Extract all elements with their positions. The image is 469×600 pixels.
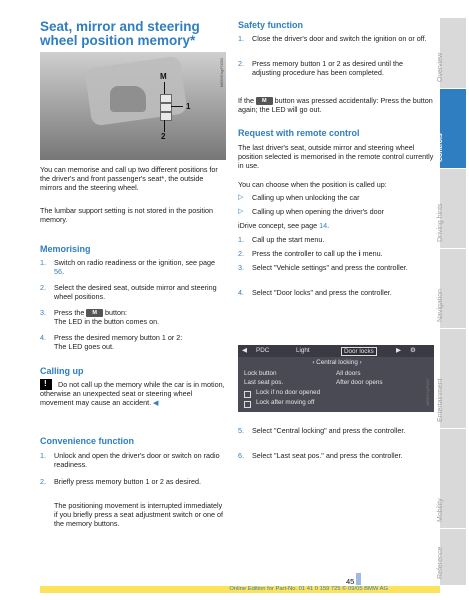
remote-choose: You can choose when the position is called up:	[238, 180, 387, 189]
info-icon: i	[358, 249, 361, 258]
m-button-icon: M	[86, 309, 103, 317]
label-1: 1	[186, 102, 191, 111]
convenience-note: The positioning movement is interrupted immediately if you briefly press a seat adjustment switch or one of the memory buttons.	[54, 501, 223, 528]
step-number: 3.	[40, 308, 46, 317]
remote-step-3: Select "Vehicle settings" and press the controller.	[252, 263, 408, 272]
step-number: 1.	[40, 258, 46, 267]
memorising-step-3: Press the M button: The LED in the button comes on.	[54, 308, 160, 327]
memorising-step-4: Press the desired memory button 1 or 2: The LED goes out.	[54, 333, 183, 351]
remote-intro: The last driver's seat, outside mirror and steering wheel position selected is memorised in the remote control currently in use.	[238, 143, 434, 170]
step-number: 5.	[238, 426, 244, 435]
figure-code: M650/Eng/F0050	[220, 58, 224, 88]
screen-code: M650/Eng/F0037	[426, 378, 430, 406]
screen-check-lock-no-door[interactable]: Lock if no door opened	[244, 389, 430, 398]
memorising-heading: Memorising	[40, 244, 91, 254]
calling-up-heading: Calling up	[40, 366, 84, 376]
checkbox-icon	[244, 401, 251, 408]
sidebar-tab-reference[interactable]: Reference	[440, 529, 466, 585]
convenience-heading: Convenience function	[40, 436, 135, 446]
step-number: 4.	[238, 288, 244, 297]
label-m: M	[160, 72, 167, 81]
m-button-icon: M	[256, 97, 273, 105]
step-number: 2.	[40, 477, 46, 486]
sidebar-tab-overview[interactable]: Overview	[440, 18, 466, 88]
page-link-56[interactable]: 56	[54, 267, 62, 276]
step-number: 2.	[238, 59, 244, 68]
bullet-arrow-icon: ▷	[238, 194, 244, 201]
idrive-concept: iDrive concept, see page 14.	[238, 221, 330, 230]
page-marker	[356, 573, 361, 585]
sidebar-tab-entertainment[interactable]: Entertainment	[440, 329, 466, 428]
page-number: 45	[346, 577, 355, 586]
memorising-step-1: Switch on radio readiness or the ignition, see page 56.	[54, 258, 216, 276]
tab-left-arrow-icon: ◀	[242, 347, 247, 354]
settings-icon: ⚙	[410, 347, 416, 354]
step-number: 2.	[238, 249, 244, 258]
screen-subtitle: ‹ Central locking ›	[312, 359, 362, 366]
convenience-step-2: Briefly press memory button 1 or 2 as desired.	[54, 477, 202, 486]
step-number: 6.	[238, 451, 244, 460]
remote-step-6: Select "Last seat pos." and press the controller.	[252, 451, 403, 460]
tab-right-arrow-icon: ▶	[396, 347, 401, 354]
safety-step-1: Close the driver's door and switch the ignition on or off.	[252, 34, 427, 43]
memory-button-2	[160, 112, 172, 121]
lumbar-text: The lumbar support setting is not stored in the position memory.	[40, 206, 213, 224]
tab-pdc[interactable]: PDC	[256, 347, 270, 354]
page-title: Seat, mirror and steering wheel position memory*	[40, 19, 200, 48]
safety-step-2: Press memory button 1 or 2 as desired until the adjusting procedure has been completed.	[252, 59, 404, 77]
bullet-arrow-icon: ▷	[238, 208, 244, 215]
tab-door-locks[interactable]: Door locks	[341, 347, 377, 356]
sidebar-tab-driving-hints[interactable]: Driving hints	[440, 169, 466, 248]
screen-tab-bar	[238, 345, 434, 357]
step-number: 1.	[40, 451, 46, 460]
screen-row-last-seat[interactable]: Last seat pos. After door opens	[244, 379, 383, 386]
callout-line-2	[164, 120, 165, 132]
sidebar-tab-mobility[interactable]: Mobility	[440, 429, 466, 528]
sidebar-tab-controls[interactable]: Controls	[440, 89, 466, 168]
screen-row-lock-button[interactable]: Lock button All doors	[244, 370, 361, 377]
tab-light[interactable]: Light	[296, 347, 310, 354]
page-link-14[interactable]: 14	[319, 221, 328, 230]
remote-step-4: Select "Door locks" and press the controller.	[252, 288, 392, 297]
footer-bar	[40, 586, 440, 593]
step-number: 1.	[238, 235, 244, 244]
remote-heading: Request with remote control	[238, 128, 360, 138]
memorising-step-2: Select the desired seat, outside mirror and steering wheel positions.	[54, 283, 217, 301]
idrive-screen	[238, 345, 434, 412]
intro-text: You can memorise and call up two different positions for the driver's and front passenger's seat*, the outside mirrors and the steering wheel.	[40, 165, 218, 192]
calling-up-warning: Do not call up the memory while the car is in motion, otherwise an unexpected seat or steering wheel movement may cause an accident. ◀	[40, 380, 225, 407]
step-number: 3.	[238, 263, 244, 272]
convenience-step-1: Unlock and open the driver's door or switch on radio readiness.	[54, 451, 220, 469]
remote-step-5: Select "Central locking" and press the controller.	[252, 426, 406, 435]
seat-switch	[110, 86, 146, 112]
step-number: 1.	[238, 34, 244, 43]
memory-button-m	[160, 94, 172, 103]
remote-step-1: Call up the start menu.	[252, 235, 325, 244]
step-number: 2.	[40, 283, 46, 292]
remote-bullet-2: Calling up when opening the driver's door	[252, 207, 385, 216]
memory-button-1	[160, 103, 172, 112]
remote-bullet-1: Calling up when unlocking the car	[252, 193, 360, 202]
footer-text: Online Edition for Part-No. 01 41 0 159 725 © 09/05 BMW AG	[229, 586, 388, 592]
remote-step-2: Press the controller to call up the i menu.	[252, 249, 383, 258]
safety-heading: Safety function	[238, 20, 304, 30]
checkbox-icon	[244, 391, 251, 398]
label-2: 2	[161, 132, 166, 141]
screen-check-lock-moving[interactable]: Lock after moving off	[244, 399, 430, 408]
callout-line-m	[164, 82, 165, 94]
seat-control-photo	[40, 52, 226, 160]
sidebar-tab-navigation[interactable]: Navigation	[440, 249, 466, 328]
safety-accidental: If the M button was pressed accidentally: Press the button again; the LED will go out.	[238, 96, 433, 115]
step-number: 4.	[40, 333, 46, 342]
callout-line-1	[171, 106, 183, 107]
